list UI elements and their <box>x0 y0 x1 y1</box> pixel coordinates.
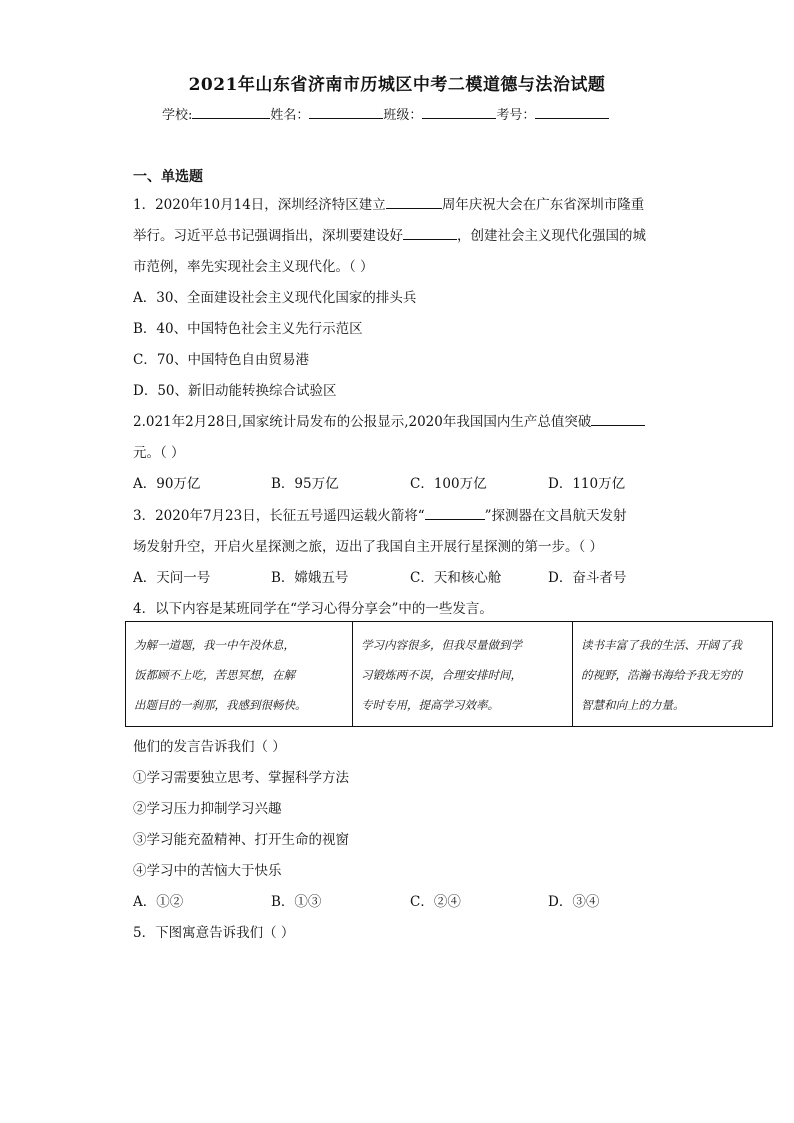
q1-text-a: 1．2020年10月14日，深圳经济特区建立 <box>133 197 386 213</box>
q3-option-d: D．奋斗者号 <box>548 570 627 586</box>
q1-option-b: B．40、中国特色社会主义先行示范区 <box>133 321 363 337</box>
q1-option-d: D．50、新旧动能转换综合试验区 <box>133 383 337 399</box>
q4-stem: 4．以下内容是某班同学在“学习心得分享会”中的一些发言。 <box>133 601 493 617</box>
q1-option-c: C．70、中国特色自由贸易港 <box>133 352 310 368</box>
q1-text-b: 周年庆祝大会在广东省深圳市隆重 <box>441 197 645 213</box>
q4-ask: 他们的发言告诉我们（ ） <box>133 739 286 755</box>
quote-3-line-2: 的视野，浩瀚书海给予我无穷的 <box>581 668 742 682</box>
quotes-table <box>125 621 773 727</box>
q4-statement-2: ②学习压力抑制学习兴趣 <box>133 801 282 817</box>
q1-line1 <box>133 193 644 213</box>
quote-1-line-1: 为解一道题，我一中午没休息， <box>134 638 295 652</box>
section-heading: 一、单选题 <box>133 169 203 185</box>
q5-stem: 5．下图寓意告诉我们（ ） <box>133 925 295 941</box>
q2-text-a: 2.021年2月28日,国家统计局发布的公报显示,2020年我国国内生产总值突破 <box>133 414 592 430</box>
q1-blank-2 <box>403 227 457 240</box>
q4-option-c: C．②④ <box>410 894 461 910</box>
quote-cell-3 <box>573 622 773 727</box>
quote-cell-1 <box>126 622 353 727</box>
q1-option-a: A．30、全面建设社会主义现代化国家的排头兵 <box>133 290 417 306</box>
q1-line2 <box>133 224 646 244</box>
q1-text-d: ，创建社会主义现代化强国的城 <box>457 228 646 244</box>
name-blank <box>309 106 383 119</box>
quote-3-line-1: 读书丰富了我的生活、开阔了我 <box>581 638 742 652</box>
quote-2-line-2: 习锻炼两不误，合理安排时间， <box>361 668 522 682</box>
school-blank <box>192 106 270 119</box>
q4-statement-3: ③学习能充盈精神、打开生命的视窗 <box>133 832 349 848</box>
quote-3-line-3: 智慧和向上的力量。 <box>581 698 685 712</box>
q2-option-b: B．95万亿 <box>271 476 339 492</box>
student-info-line <box>162 104 609 123</box>
exam-no-blank <box>535 106 609 119</box>
school-label: 学校: <box>162 108 193 123</box>
q1-line3: 市范例，率先实现社会主义现代化。（ ） <box>133 259 374 275</box>
quote-cell-2 <box>353 622 573 727</box>
q3-option-a: A．天问一号 <box>133 570 211 586</box>
page-title: 2021年山东省济南市历城区中考二模道德与法治试题 <box>188 75 606 95</box>
exam-no-label: 考号： <box>496 108 536 123</box>
q2-blank <box>591 413 645 426</box>
q3-line2: 场发射升空，开启火星探测之旅，迈出了我国自主开展行星探测的第一步。（ ） <box>133 539 604 555</box>
q2-option-c: C．100万亿 <box>410 476 487 492</box>
q2-option-d: D．110万亿 <box>548 476 626 492</box>
name-label: 姓名： <box>270 108 310 123</box>
q3-text-b: ”探测器在文昌航天发射 <box>484 508 627 524</box>
q4-statement-1: ①学习需要独立思考、掌握科学方法 <box>133 770 349 786</box>
q2-option-a: A．90万亿 <box>133 476 201 492</box>
q1-text-c: 举行。习近平总书记强调指出，深圳要建设好 <box>133 228 403 244</box>
q2-line1 <box>133 410 645 430</box>
q2-line2: 元。（ ） <box>133 445 185 461</box>
quote-1-line-2: 饭都顾不上吃，苦思冥想，在解 <box>134 668 295 682</box>
q3-option-c: C．天和核心舱 <box>410 570 502 586</box>
quotes-row <box>126 622 773 727</box>
class-blank <box>422 106 496 119</box>
q1-blank-1 <box>386 196 442 209</box>
quote-2-line-1: 学习内容很多，但我尽量做到学 <box>361 638 522 652</box>
q3-blank <box>425 507 485 520</box>
q4-statement-4: ④学习中的苦恼大于快乐 <box>133 863 282 879</box>
q4-option-b: B．①③ <box>271 894 322 910</box>
quote-1-line-3: 出题目的一刹那，我感到很畅快。 <box>134 698 307 712</box>
q3-option-b: B．嫦娥五号 <box>271 570 349 586</box>
class-label: 班级： <box>383 108 423 123</box>
q4-option-d: D．③④ <box>548 894 600 910</box>
q3-line1 <box>133 504 627 524</box>
q4-option-a: A．①② <box>133 894 184 910</box>
q3-text-a: 3．2020年7月23日，长征五号遥四运载火箭将“ <box>133 508 425 524</box>
quote-2-line-3: 专时专用，提高学习效率。 <box>361 698 499 712</box>
